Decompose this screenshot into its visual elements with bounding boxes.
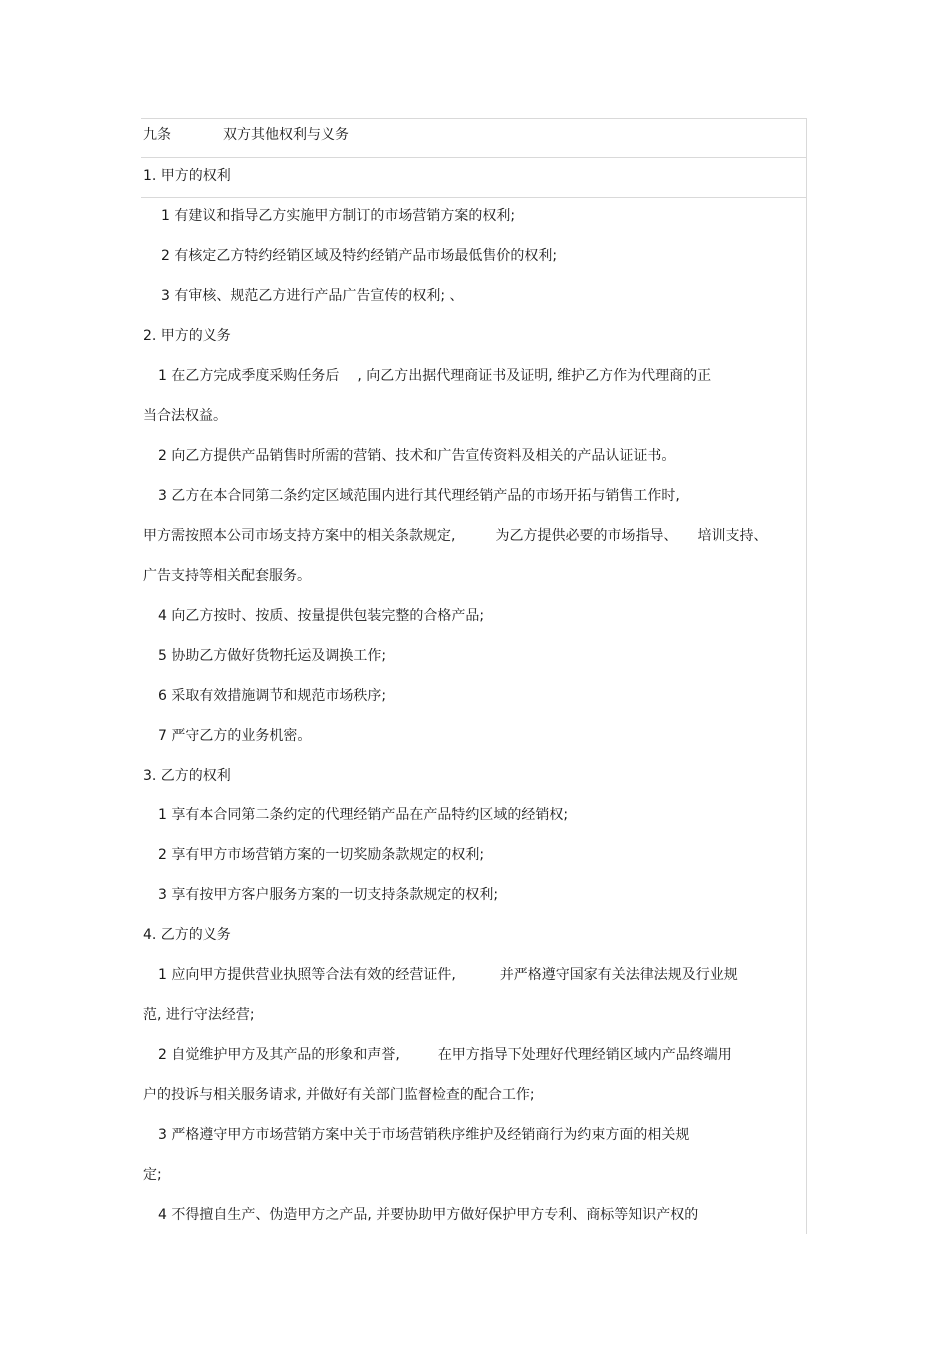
list-item: 2 有核定乙方特约经销区域及特约经销产品市场最低售价的权利;: [161, 248, 558, 264]
list-item-continuation: 范, 进行守法经营;: [143, 1007, 255, 1023]
table-row-divider: [141, 157, 807, 158]
list-item-text: 在甲方指导下处理好代理经销区域内产品终端用: [437, 1047, 732, 1063]
list-item: 2 向乙方提供产品销售时所需的营销、技术和广告宣传资料及相关的产品认证证书。: [158, 448, 676, 464]
list-item: 3 有审核、规范乙方进行产品广告宣传的权利; 、: [161, 288, 464, 304]
list-item: 4 向乙方按时、按质、按量提供包装完整的合格产品;: [158, 608, 485, 624]
list-item: 7 严守乙方的业务机密。: [158, 728, 312, 744]
list-item-text: 并严格遵守国家有关法律法规及行业规: [499, 967, 738, 983]
list-item-text: 1 应向甲方提供营业执照等合法有效的经营证件,: [158, 967, 456, 983]
section-heading: 2. 甲方的义务: [143, 328, 231, 344]
list-item: 2 享有甲方市场营销方案的一切奖励条款规定的权利;: [158, 847, 485, 863]
list-item-text: 甲方需按照本公司市场支持方案中的相关条款规定,: [143, 528, 456, 544]
list-item-continuation: 定;: [143, 1167, 162, 1183]
list-item: 1 享有本合同第二条约定的代理经销产品在产品特约区域的经销权;: [158, 807, 569, 823]
section-heading: 1. 甲方的权利: [143, 168, 231, 184]
article-heading: [143, 125, 349, 145]
list-item-text: 培训支持、: [697, 528, 768, 544]
list-item: [158, 965, 738, 985]
section-heading: 3. 乙方的权利: [143, 768, 231, 784]
list-item: 4 不得擅自生产、伪造甲方之产品, 并要协助甲方做好保护甲方专利、商标等知识产权的: [158, 1207, 699, 1223]
list-item: [158, 366, 711, 386]
list-item: 3 乙方在本合同第二条约定区域范围内进行其代理经销产品的市场开拓与销售工作时,: [158, 488, 680, 504]
list-item: 3 严格遵守甲方市场营销方案中关于市场营销秩序维护及经销商行为约束方面的相关规: [158, 1127, 690, 1143]
list-item-text: 2 自觉维护甲方及其产品的形象和声誉,: [158, 1047, 400, 1063]
list-item-continuation: [143, 526, 767, 546]
list-item-continuation: 广告支持等相关配套服务。: [143, 568, 311, 584]
list-item-text: 为乙方提供必要的市场指导、: [495, 528, 678, 544]
list-item: 5 协助乙方做好货物托运及调换工作;: [158, 648, 387, 664]
table-row-divider: [141, 197, 807, 198]
article-number: 九条: [143, 127, 171, 143]
list-item: [158, 1045, 732, 1065]
section-heading: 4. 乙方的义务: [143, 927, 231, 943]
list-item: 1 有建议和指导乙方实施甲方制订的市场营销方案的权利;: [161, 208, 516, 224]
list-item-continuation: 当合法权益。: [143, 408, 227, 424]
article-title: 双方其他权利与义务: [223, 127, 349, 143]
list-item-text: , 向乙方出据代理商证书及证明, 维护乙方作为代理商的正: [357, 368, 712, 384]
list-item-text: 1 在乙方完成季度采购任务后: [158, 368, 340, 384]
list-item: 3 享有按甲方客户服务方案的一切支持条款规定的权利;: [158, 887, 499, 903]
list-item: 6 采取有效措施调节和规范市场秩序;: [158, 688, 387, 704]
list-item-continuation: 户的投诉与相关服务请求, 并做好有关部门监督检查的配合工作;: [143, 1087, 535, 1103]
